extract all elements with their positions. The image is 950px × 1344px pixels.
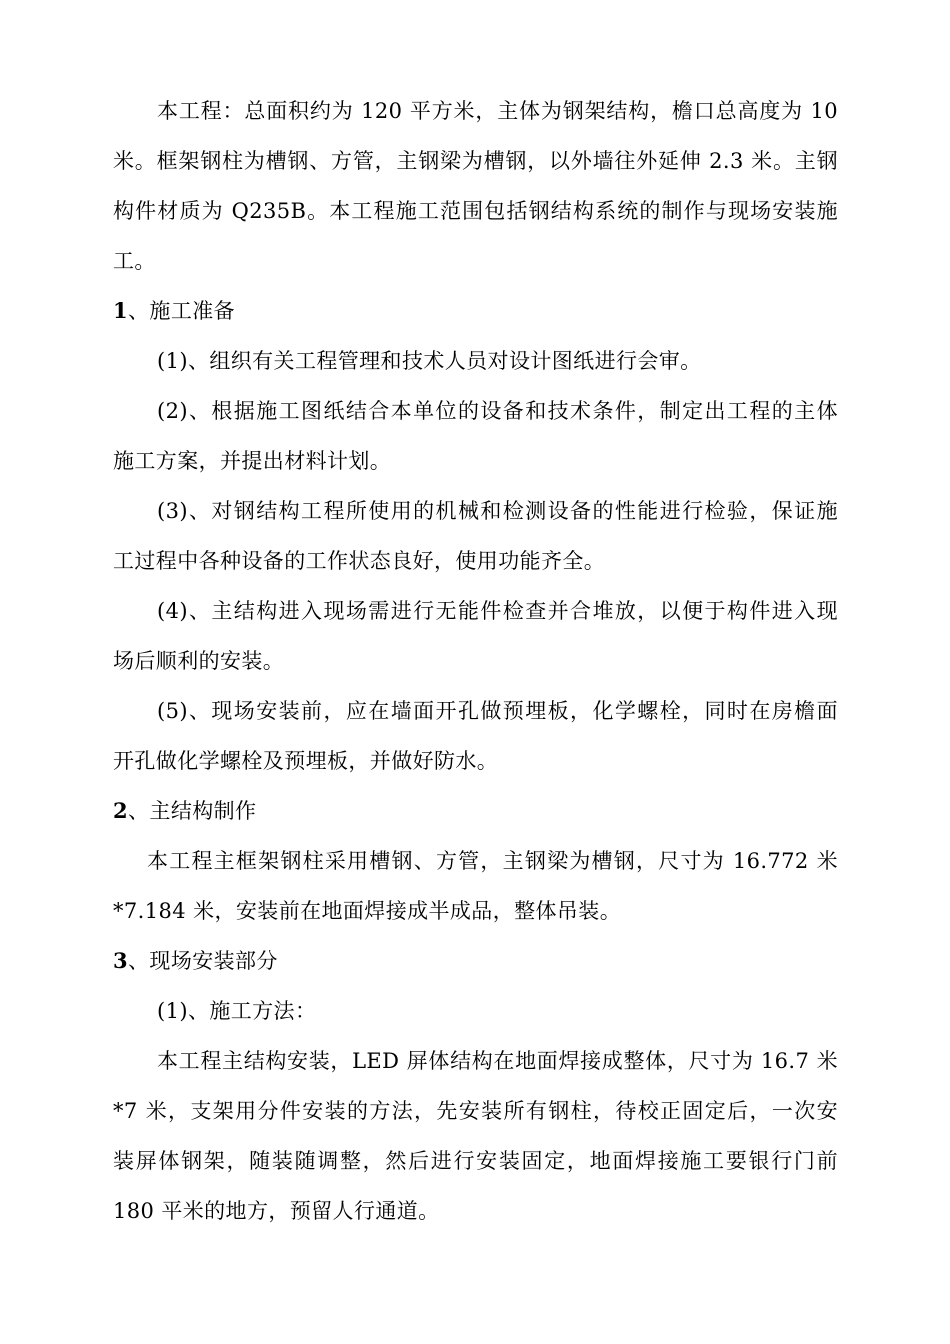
- section-heading-1: [113, 297, 838, 325]
- paragraph-line: 本工程：总面积约为 120 平方米，主体为钢架结构，檐口总高度为 10: [157, 99, 838, 123]
- list-item: (3)、对钢结构工程所使用的机械和检测设备的性能进行检验，保证施: [157, 499, 838, 523]
- paragraph-line: 构件材质为 Q235B。本工程施工范围包括钢结构系统的制作与现场安装施: [113, 199, 838, 223]
- paragraph-line: *7 米，支架用分件安装的方法，先安装所有钢柱，待校正固定后，一次安: [113, 1099, 838, 1123]
- section-heading-3: [113, 947, 838, 975]
- list-item-continuation: 工过程中各种设备的工作状态良好，使用功能齐全。: [113, 549, 606, 573]
- section-title: 、现场安装部分: [128, 949, 278, 973]
- list-item: (2)、根据施工图纸结合本单位的设备和技术条件，制定出工程的主体: [157, 399, 838, 423]
- paragraph-line: 装屏体钢架，随装随调整，然后进行安装固定，地面焊接施工要银行门前: [113, 1149, 838, 1173]
- section-number: 2: [113, 798, 129, 823]
- section-title: 、主结构制作: [128, 799, 257, 823]
- section-title: 、施工准备: [128, 299, 236, 323]
- list-item: (1)、施工方法：: [157, 999, 317, 1023]
- paragraph-line: 本工程主结构安装，LED 屏体结构在地面焊接成整体，尺寸为 16.7 米: [157, 1049, 838, 1073]
- section-heading-2: [113, 797, 838, 825]
- paragraph-line: 180 平米的地方，预留人行通道。: [113, 1199, 440, 1223]
- section-number: 1: [113, 298, 129, 323]
- paragraph-line: 本工程主框架钢柱采用槽钢、方管，主钢梁为槽钢，尺寸为 16.772 米: [147, 849, 838, 873]
- list-item: (4)、主结构进入现场需进行无能件检查并合堆放，以便于构件进入现: [157, 599, 838, 623]
- paragraph-line: *7.184 米，安装前在地面焊接成半成品，整体吊装。: [113, 899, 622, 923]
- paragraph-line: 米。框架钢柱为槽钢、方管，主钢梁为槽钢，以外墙往外延伸 2.3 米。主钢: [113, 149, 838, 173]
- list-item: (5)、现场安装前，应在墙面开孔做预埋板，化学螺栓，同时在房檐面: [157, 699, 838, 723]
- list-item: (1)、组织有关工程管理和技术人员对设计图纸进行会审。: [157, 349, 702, 373]
- list-item-continuation: 场后顺利的安装。: [113, 649, 285, 673]
- list-item-continuation: 开孔做化学螺栓及预埋板，并做好防水。: [113, 749, 499, 773]
- paragraph-line: 工。: [113, 249, 156, 273]
- list-item-continuation: 施工方案，并提出材料计划。: [113, 449, 392, 473]
- section-number: 3: [113, 948, 129, 973]
